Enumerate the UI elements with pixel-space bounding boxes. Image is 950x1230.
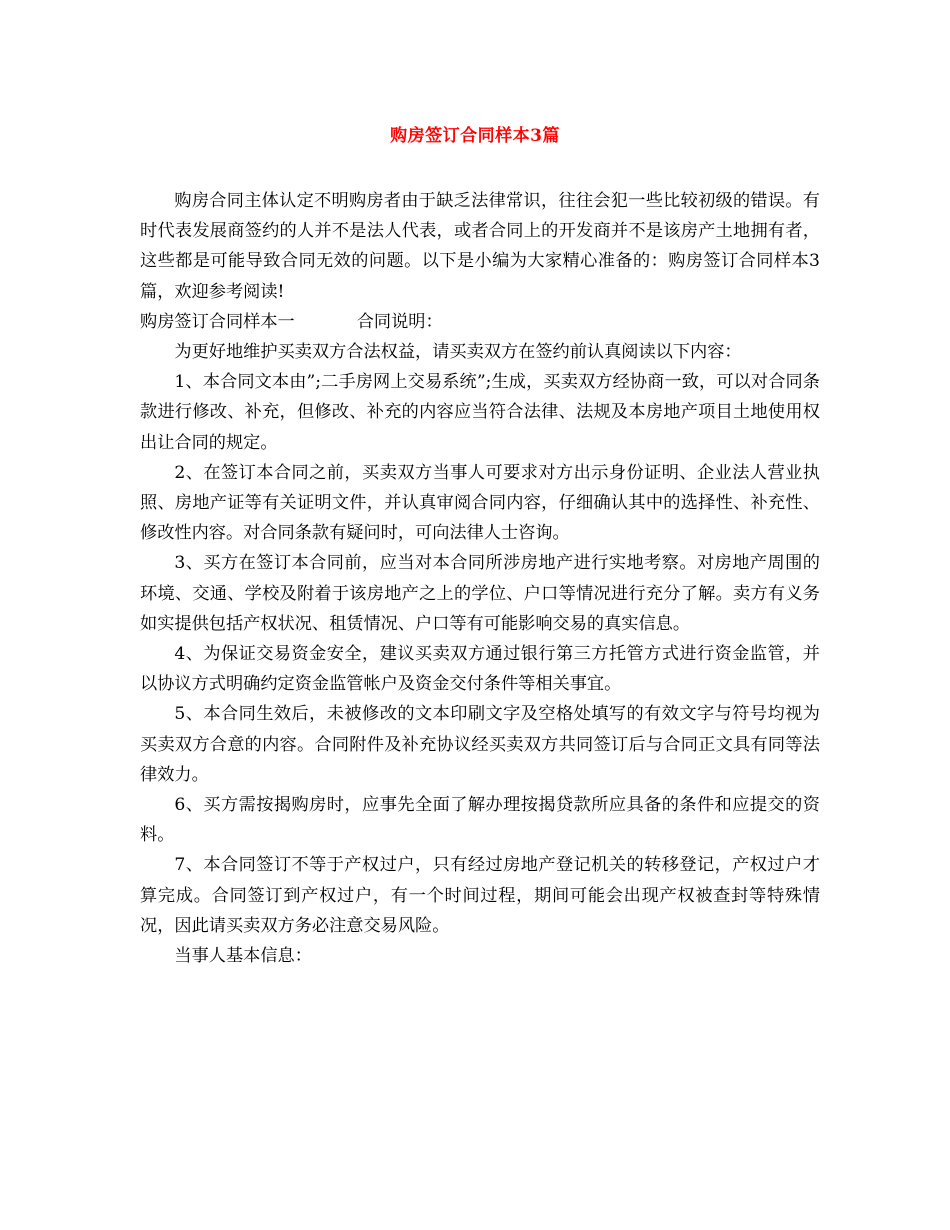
preface-paragraph: 为更好地维护买卖双方合法权益，请买卖双方在签约前认真阅读以下内容： — [174, 342, 742, 363]
sample-heading-line — [140, 307, 820, 337]
item-paragraph-3: 3、买方在签订本合同前，应当对本合同所涉房地产进行实地考察。对房地产周围的环境、交通、学校及附着于该房地产之上的学位、户口等情况进行充分了解。卖方有义务如实提供包括产权状况、租赁情况、户口等有可能影响交易的真实信息。 — [140, 553, 820, 634]
item-paragraph-5: 5、本合同生效后，未被修改的文本印刷文字及空格处填写的有效文字与符号均视为买卖双方合意的内容。合同附件及补充协议经买卖双方共同签订后与合同正文具有同等法律效力。 — [140, 704, 820, 785]
item-paragraph-6: 6、买方需按揭购房时，应事先全面了解办理按揭贷款所应具备的条件和应提交的资料。 — [140, 795, 820, 846]
item-paragraph-7: 7、本合同签订不等于产权过户，只有经过房地产登记机关的转移登记，产权过户才算完成。合同签订到产权过户，有一个时间过程，期间可能会出现产权被查封等特殊情况，因此请买卖双方务必注意交易风险。 — [140, 855, 820, 936]
document-title: 购房签订合同样本3篇 — [390, 126, 560, 146]
intro-paragraph: 购房合同主体认定不明购房者由于缺乏法律常识，往往会犯一些比较初级的错误。有时代表发展商签约的人并不是法人代表，或者合同上的开发商并不是该房产土地拥有者，这些都是可能导致合同无效的问题。以下是小编为大家精心准备的：购房签订合同样本3篇，欢迎参考阅读! — [140, 191, 820, 302]
contract-note-heading: 合同说明： — [356, 311, 443, 332]
party-info-heading: 当事人基本信息： — [174, 946, 312, 967]
item-paragraph-1: 1、本合同文本由”;二手房网上交易系统”;生成，买卖双方经协商一致，可以对合同条款进行修改、补充，但修改、补充的内容应当符合法律、法规及本房地产项目土地使用权出让合同的规定。 — [140, 372, 820, 453]
sample-heading: 购房签订合同样本一 — [140, 311, 295, 332]
document-body — [140, 186, 820, 971]
item-paragraph-4: 4、为保证交易资金安全，建议买卖双方通过银行第三方托管方式进行资金监管，并以协议方式明确约定资金监管帐户及资金交付条件等相关事宜。 — [140, 644, 820, 695]
item-paragraph-2: 2、在签订本合同之前，买卖双方当事人可要求对方出示身份证明、企业法人营业执照、房地产证等有关证明文件，并认真审阅合同内容，仔细确认其中的选择性、补充性、修改性内容。对合同条款有疑问时，可向法律人士咨询。 — [140, 462, 820, 544]
